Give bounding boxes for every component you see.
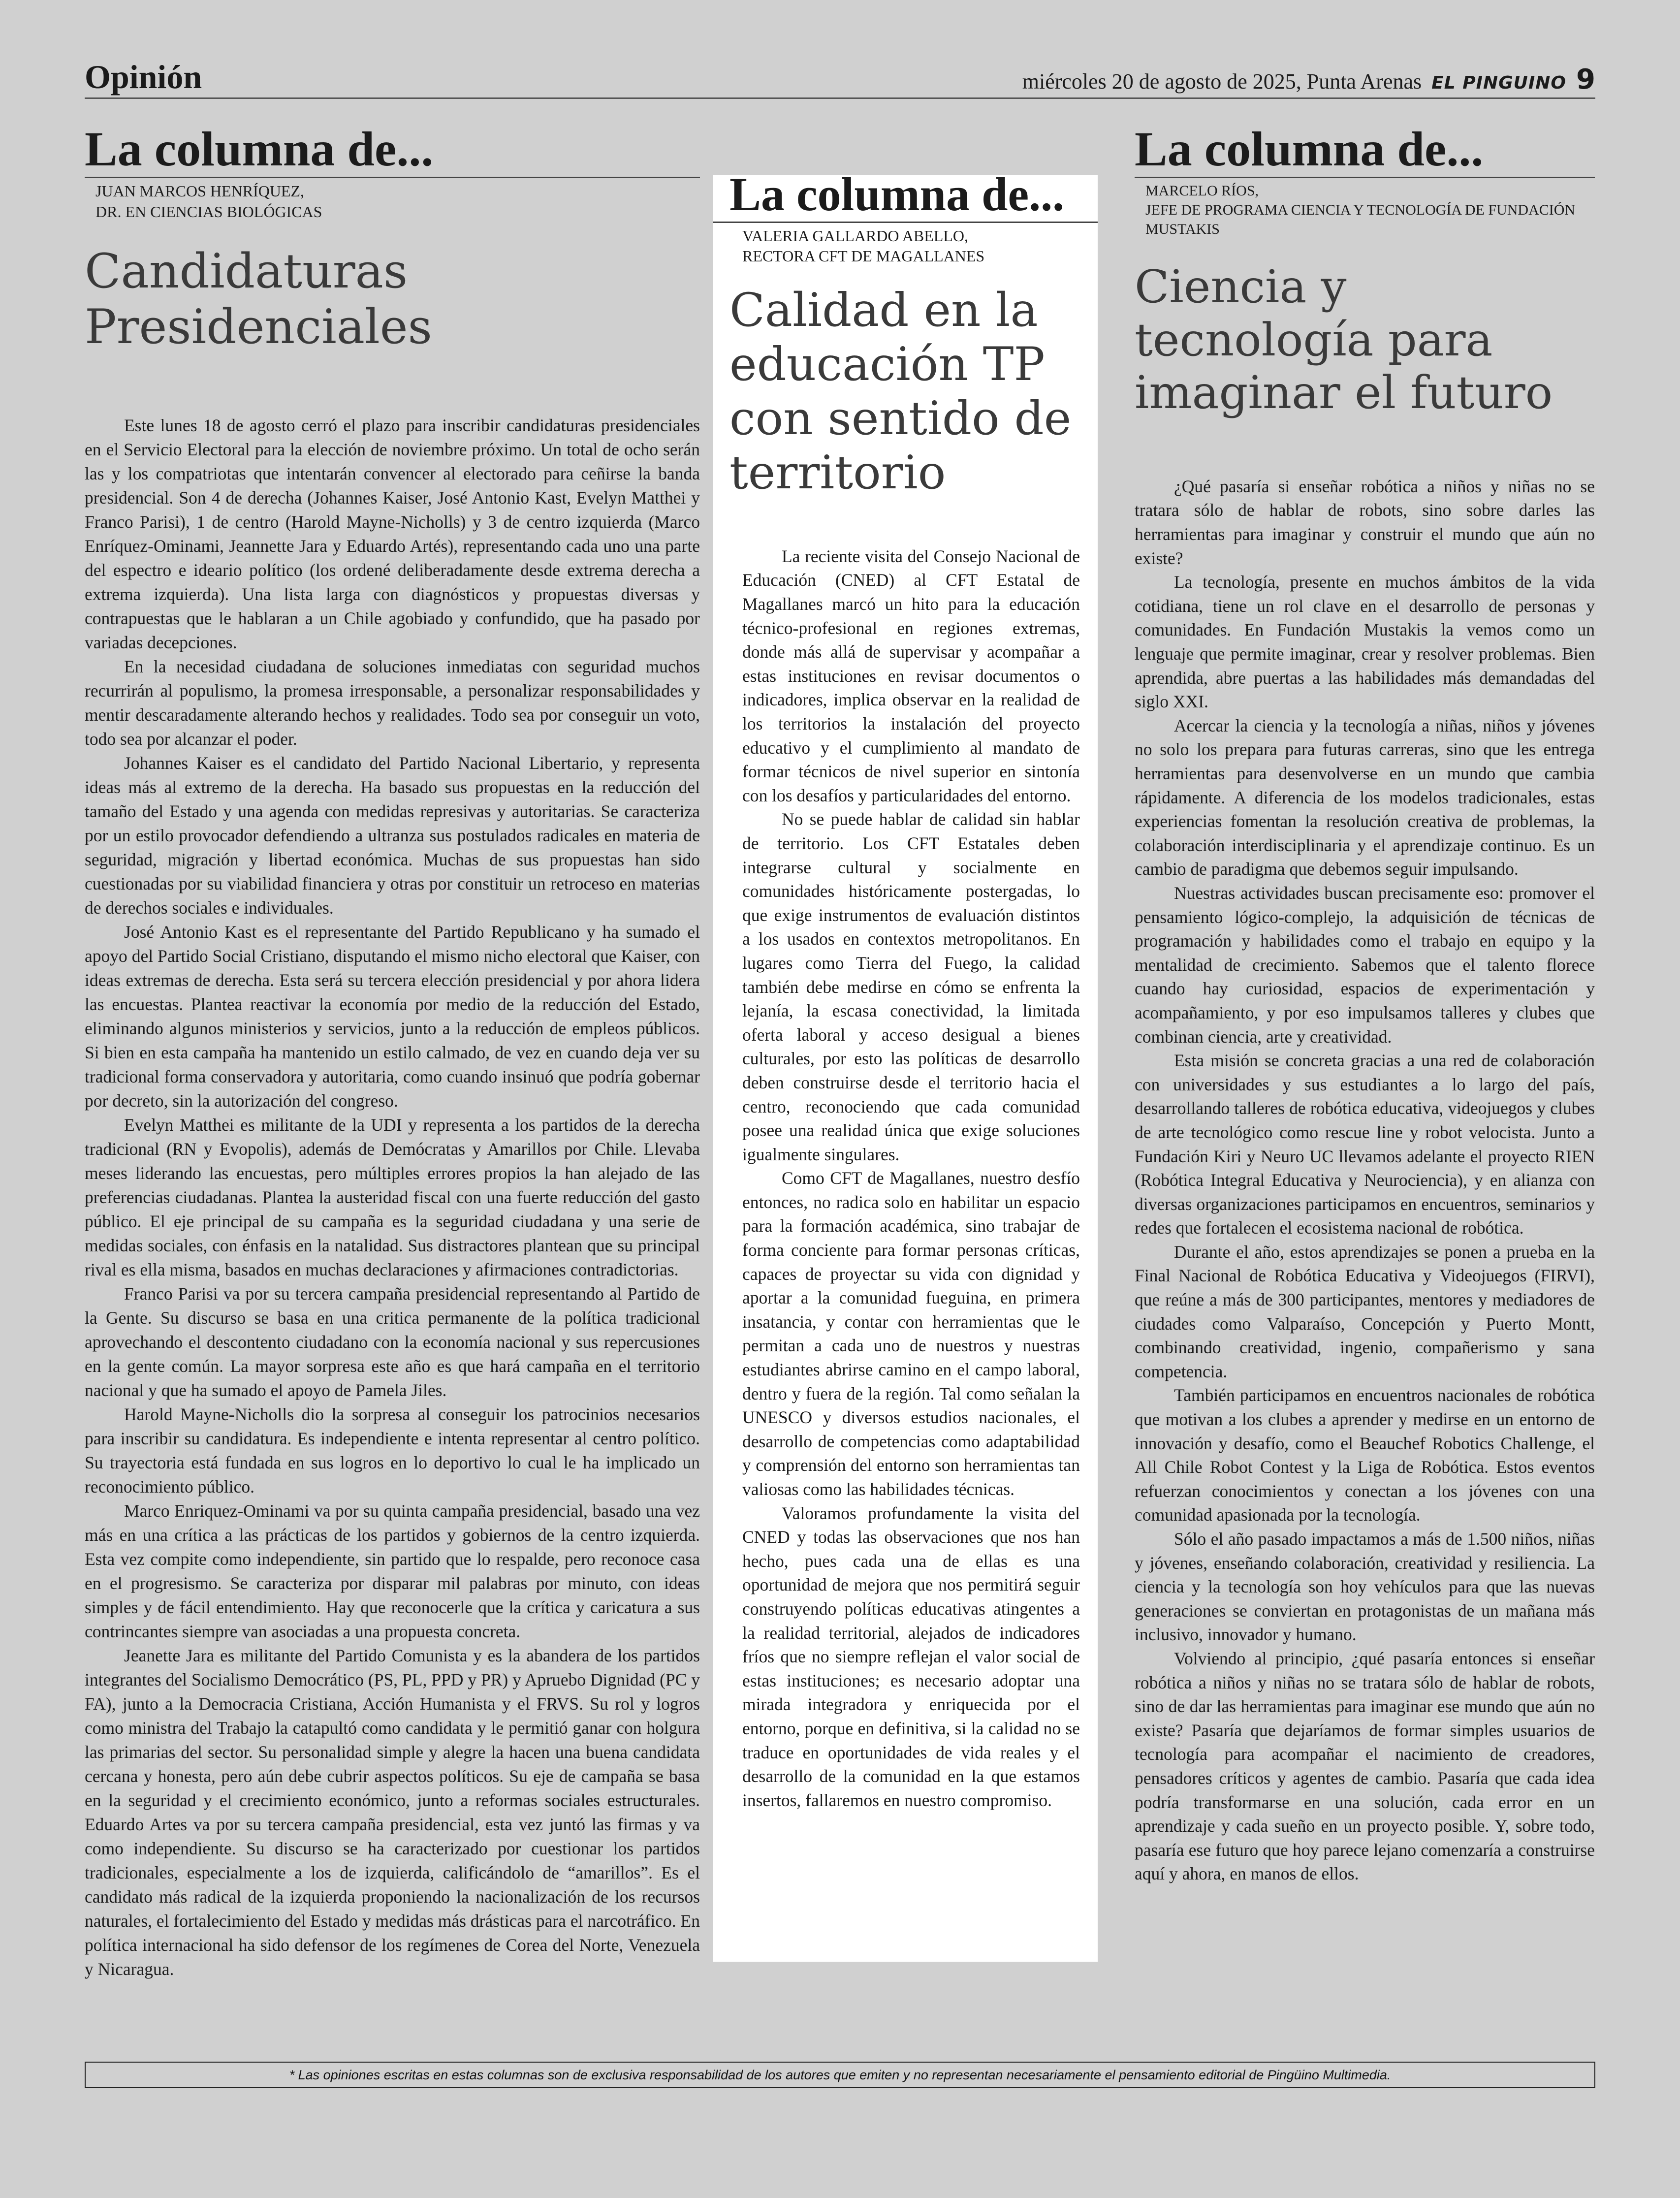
page-number: 9	[1576, 64, 1595, 96]
paragraph: Sólo el año pasado impactamos a más de 1.500 niños, niñas y jóvenes, enseñando colaboración, creatividad y resiliencia. La ciencia y la tecnología son hoy vehículos para que las nuevas generaciones se conviertan en protagonistas de un mañana más inclusivo, innovador y humano.	[1135, 1529, 1595, 1645]
paragraph: Harold Mayne-Nicholls dio la sorpresa al conseguir los patrocinios necesarios para inscribir su candidatura. Es independiente e intenta representar al centro político. Su trayectoria está fundada en sus logros en lo deportivo lo cual le ha implicado un reconocimiento público.	[85, 1404, 700, 1497]
column-kicker: La columna de...	[1135, 123, 1595, 178]
author-name: MARCELO RÍOS,	[1145, 183, 1259, 199]
paragraph: Nuestras actividades buscan precisamente eso: promover el pensamiento lógico-complejo, la adquisición de técnicas de programación y habilidades como el trabajo en equipo y la mentalidad de crecimiento. Sabemos que el talento florece cuando hay curiosidad, espacios de experimentación y acompañamiento, y por eso impulsamos talleres y clubes que combinan ciencia, arte y creatividad.	[1135, 883, 1595, 1047]
paragraph: Este lunes 18 de agosto cerró el plazo para inscribir candidaturas presidenciales en el Servicio Electoral para la elección de noviembre próximo. Un total de ocho serán las y los compatriotas que intentarán convencer al electorado para ceñirse la banda presidencial. Son 4 de derecha (Johannes Kaiser, José Antonio Kast, Evelyn Matthei y Franco Parisi), 1 de centro (Harold Mayne-Nicholls) y 3 de centro izquierda (Marco Enríquez-Ominami, Jeannette Jara y Eduardo Artés), representando cada uno una parte del espectro e ideario político (los ordené deliberadamente desde extrema derecha a extrema izquierda). Una lista larga con diagnósticos y propuestas diversas y contrapuestas que le hablaran a un Chile agobiado y confundido, que ha pasado por variadas decepciones.	[85, 415, 700, 652]
issue-date: miércoles 20 de agosto de 2025, Punta Arenas	[1022, 69, 1422, 94]
paragraph: Durante el año, estos aprendizajes se ponen a prueba en la Final Nacional de Robótica Educativa y Videojuegos (FIRVI), que reúne a más de 300 participantes, mentores y mediadores de ciudades como Valparaíso, Concepción y Puerto Montt, combinando creatividad, ingenio, compañerismo y sana competencia.	[1135, 1242, 1595, 1381]
paragraph: Marco Enriquez-Ominami va por su quinta campaña presidencial, basado una vez más en una crítica a las prácticas de los partidos y gobiernos de la centro izquierda. Esta vez compite como independiente, sin partido que lo respalde, pero reconoce casa en el progresismo. Se caracteriza por disparar mil palabras por minuto, con ideas simples y de fácil entendimiento. Hay que reconocerle que la crítica y caricatura a sus contrincantes siempre van asociadas a una propuesta concreta.	[85, 1500, 700, 1641]
paragraph: Esta misión se concreta gracias a una red de colaboración con universidades y sus estudiantes a lo largo del país, desarrollando talleres de robótica educativa, videojuegos y clubes de arte tecnológico como rescue line y robot velocista. Junto a Fundación Kiri y Neuro UC llevamos adelante el proyecto RIEN (Robótica Integral Educativa y Neurociencia), y en alianza con diversas organizaciones participamos en encuentros, seminarios y redes que fortalecen el ecosistema nacional de robótica.	[1135, 1051, 1595, 1238]
paragraph: La reciente visita del Consejo Nacional de Educación (CNED) al CFT Estatal de Magallanes marcó un hito para la educación técnico-profesional en regiones extremas, donde más allá de supervisar y acompañar a estas instituciones en revisar documentos o indicadores, implica observar en la realidad de los territorios la instalación del proyecto educativo y el cumplimiento al mandato de formar técnicos de nivel superior en sintonía con los desafíos y particularidades del entorno.	[742, 546, 1080, 805]
article-body	[85, 414, 700, 1981]
paragraph: José Antonio Kast es el representante del Partido Republicano y ha sumado el apoyo del Partido Social Cristiano, disputando el mismo nicho electoral que Kaiser, con ideas extremas de derecha. Esta será su tercera elección presidencial y por ahora lidera las encuestas. Plantea reactivar la economía por medio de la reducción del Estado, eliminando algunos ministerios y servicios, junto a la reducción de empleos públicos. Si bien en esta campaña ha mantenido un estilo calmado, de vez en cuando deja ver su tradicional forma conservadora y autoritaria, como cuando insinuó que podría gobernar por decreto, sin la autorización del congreso.	[85, 922, 700, 1111]
column-right	[1135, 123, 1595, 1886]
section-title: Opinión	[85, 58, 202, 96]
article-headline: Candidaturas Presidenciales	[85, 244, 432, 354]
paragraph: Franco Parisi va por su tercera campaña presidencial representando al Partido de la Gente. Su discurso se basa en una critica permanente de la política tradicional aprovechando el descontento ciudadano con la economía nacional y sus repercusiones en la gente común. La mayor sorpresa este año es que hará campaña en el territorio nacional y que ha sumado el apoyo de Pamela Jiles.	[85, 1283, 700, 1400]
author-title: DR. EN CIENCIAS BIOLÓGICAS	[95, 202, 322, 221]
editorial-disclaimer: * Las opiniones escritas en estas columnas son de exclusiva responsabilidad de los autores que emiten y no representan necesariamente el pensamiento editorial de Pingüino Multimedia.	[85, 2062, 1595, 2088]
paragraph: Jeanette Jara es militante del Partido Comunista y es la abandera de los partidos integrantes del Socialismo Democrático (PS, PL, PPD y PR) y Apruebo Dignidad (PC y FA), junto a la Democracia Cristiana, Acción Humanista y el FRVS. Su rol y logros como ministra del Trabajo la catapultó como candidata y le permitió ganar con holgura las primarias del sector. Su personalidad simple y alegre la hacen una buena candidata cercana y honesta, pero aún debe cubrir aspectos políticos. Su eje de campaña se basa en la seguridad y el crecimiento económico, junto a reformas sociales estructurales. Eduardo Artes va por su tercera campaña presidencial, esta vez juntó las firmas y va como independiente. Su discurso se ha caracterizado por cuestionar los partidos tradicionales, especialmente a los de izquierda, calificándolo de “amarillos”. Es el candidato más radical de la izquierda proponiendo la nacionalización de los recursos naturales, el fortalecimiento del Estado y medidas más drásticas para el narcotráfico. En política internacional ha sido defensor de los regímenes de Corea del Norte, Venezuela y Nicaragua.	[85, 1645, 700, 1979]
paragraph: Evelyn Matthei es militante de la UDI y representa a los partidos de la derecha tradicional (RN y Evopolis), además de Demócratas y Amarillos por Chile. Llevaba meses liderando las encuestas, pero múltiples errores propios la han alejado de las preferencias ciudadanas. Plantea la austeridad fiscal con una fuerte reducción del gasto público. El eje principal de su campaña es la seguridad ciudadana y una serie de medidas sociales, con énfasis en la natalidad. Sus distractores plantean que su principal rival es ella misma, basados en muchas declaraciones y afirmaciones contradictorias.	[85, 1115, 700, 1279]
article-headline: Calidad en la educación TP con sentido de territorio	[729, 283, 1072, 500]
author-title: JEFE DE PROGRAMA CIENCIA Y TECNOLOGÍA DE FUNDACIÓN MUSTAKIS	[1145, 202, 1576, 237]
paragraph: Valoramos profundamente la visita del CNED y todas las observaciones que nos han hecho, pues cada una de ellas es una oportunidad de mejora que nos permitirá seguir construyendo políticas educativas atingentes a la realidad territorial, alejados de indicadores fríos que no siempre reflejan el valor social de estas instituciones; es necesario adoptar una mirada integradora y enriquecida por el entorno, porque en definitiva, si la calidad no se traduce en oportunidades de vida reales y el desarrollo de la comunidad en la que estamos insertos, fallaremos en nuestro compromiso.	[742, 1503, 1080, 1810]
author-name: VALERIA GALLARDO ABELLO,	[742, 226, 968, 245]
paragraph: Como CFT de Magallanes, nuestro desfío entonces, no radica solo en habilitar un espacio para la formación académica, sino trabajar de forma conciente para formar personas críticas, capaces de proyectar su vida con dignidad y aportar a la comunidad fueguina, en primera insatancia, y contar con herramientas que le permitan a cada uno de nuestros y nuestras estudiantes abrirse camino en el campo laboral, dentro y fuera de la región. Tal como señalan la UNESCO y diversos estudios nacionales, el desarrollo de competencias como adaptabilidad y comprensión del entorno son herramientas tan valiosas como las habilidades técnicas.	[742, 1168, 1080, 1499]
paragraph: No se puede hablar de calidad sin hablar de territorio. Los CFT Estatales deben integrarse cultural y socialmente en comunidades históricamente postergadas, lo que exige instrumentos de evaluación distintos a los usados en contextos metropolitanos. En lugares como Tierra del Fuego, la calidad también debe medirse en cómo se enfrenta la lejanía, la escasa conectividad, la limitada oferta laboral y acceso desigual a bienes culturales, por esto las políticas de desarrollo deben construirse desde el territorio hacia el centro, reconociendo que cada comunidad posee una realidad única que exige soluciones igualmente singulares.	[742, 809, 1080, 1164]
column-left	[85, 123, 700, 1981]
paragraph: Acercar la ciencia y la tecnología a niñas, niños y jóvenes no solo los prepara para futuras carreras, sino que les entrega herramientas para desenvolverse en un mundo que cambia rápidamente. A diferencia de los modelos tradicionales, estas experiencias fomentan la resolución creativa de problemas, la colaboración interdisciplinaria y el aprendizaje continuo. Es un cambio de paradigma que debemos seguir impulsando.	[1135, 715, 1595, 879]
paragraph: ¿Qué pasaría si enseñar robótica a niños y niñas no se tratara sólo de hablar de robots, sino sobre darles las herramientas para imaginar y construir el mundo que aún no existe?	[1135, 476, 1595, 568]
paragraph: Volviendo al principio, ¿qué pasaría entonces si enseñar robótica a niños y niñas no se tratara sólo de hablar de robots, sino de dar las herramientas para imaginar ese mundo que aún no existe? Pasaría que dejaríamos de formar simples usuarios de tecnología para acompañar el nacimiento de creadores, pensadores críticos y agentes de cambio. Pasaría que cada idea podría transformarse en una solución, cada error en un aprendizaje y cada sueño en un proyecto posible. Y, sobre todo, pasaría ese futuro que hoy parece lejano comenzaría a construirse aquí y ahora, en manos de ellos.	[1135, 1648, 1595, 1884]
newspaper-brand: EL PINGUINO	[1431, 73, 1567, 93]
paragraph: La tecnología, presente en muchos ámbitos de la vida cotidiana, tiene un rol clave en el desarrollo de personas y comunidades. En Fundación Mustakis la vemos como un lenguaje que permite imaginar, crear y resolver problemas. Bien aprendida, abre puertas a las habilidades más demandadas del siglo XXI.	[1135, 572, 1595, 712]
column-middle	[713, 168, 1098, 1962]
column-kicker: La columna de...	[85, 123, 700, 178]
paragraph: En la necesidad ciudadana de soluciones inmediatas con seguridad muchos recurrirán al populismo, la promesa irresponsable, a personalizar responsabilidades y mentir descaradamente alterando hechos y realidades. Todo sea por conseguir un voto, todo sea por alcanzar el poder.	[85, 656, 700, 749]
page-header	[85, 59, 1595, 99]
paragraph: Johannes Kaiser es el candidato del Partido Nacional Libertario, y representa ideas más al extremo de la derecha. Ha basado sus propuestas en la reducción del tamaño del Estado y una agenda con medidas represivas y autoritarias. Se caracteriza por un estilo provocador defendiendo a ultranza sus postulados radicales en materia de seguridad, migración y libertad económica. Muchas de sus propuestas han sido cuestionadas por su viabilidad financiera y otras por constituir un retroceso en materias de derechos sociales e individuales.	[85, 753, 700, 918]
article-headline: Ciencia y tecnología para imaginar el futuro	[1135, 260, 1553, 419]
author-name: JUAN MARCOS HENRÍQUEZ,	[95, 182, 305, 200]
author-title: RECTORA CFT DE MAGALLANES	[742, 247, 985, 265]
column-kicker: La columna de...	[713, 170, 1098, 223]
article-body	[713, 544, 1098, 1812]
header-meta	[1022, 64, 1595, 96]
article-body	[1135, 475, 1595, 1886]
paragraph: También participamos en encuentros nacionales de robótica que motivan a los clubes a aprender y medirse en un entorno de innovación y desafío, como el Beauchef Robotics Challenge, el All Chile Robot Contest y la Liga de Robótica. Estos eventos refuerzan conocimientos y conectan a los jóvenes con una comunidad apasionada por la tecnología.	[1135, 1385, 1595, 1525]
